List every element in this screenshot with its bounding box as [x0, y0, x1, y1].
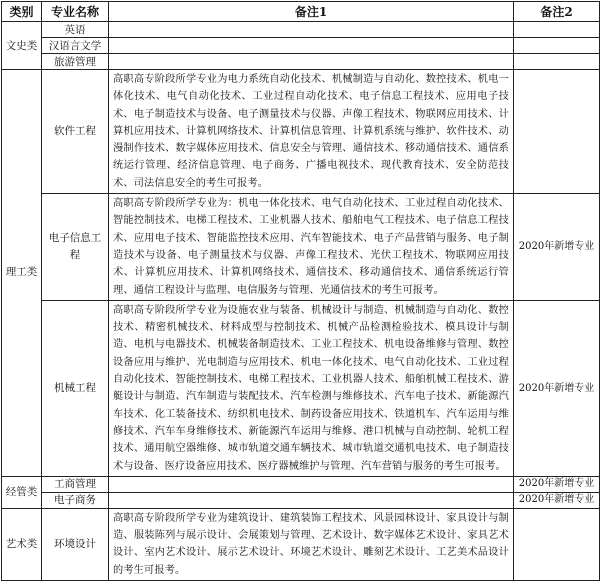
table-row: [2, 38, 600, 54]
category-liberal-arts: 文史类: [2, 22, 42, 70]
header-major-name: 专业名称: [42, 2, 109, 22]
note2-ecommerce: 2020年新增专业: [514, 492, 600, 508]
note2-tourism: [514, 54, 600, 70]
table-row: [2, 194, 600, 301]
category-science-engineering: 理工类: [2, 70, 42, 477]
note2-business-admin: 2020年新增专业: [514, 476, 600, 492]
table-row: [2, 476, 600, 492]
header-note1: 备注1: [109, 2, 514, 22]
category-art: 艺术类: [2, 508, 42, 580]
category-management: 经管类: [2, 476, 42, 508]
major-electronic-info: 电子信息工程: [42, 194, 109, 301]
note2-electronic-info: 2020年新增专业: [514, 194, 600, 301]
table-row: [2, 54, 600, 70]
table-row: [2, 492, 600, 508]
major-business-admin: 工商管理: [42, 476, 109, 492]
note1-electronic-info: 高职高专阶段所学专业为：机电一体化技术、电气自动化技术、工业过程自动化技术、智能控制技术、电梯工程技术、工业机器人技术、船舶电气工程技术、电子信息工程技术、应用电子技术、智能监控技术应用、汽车智能技术、电子产品营销与服务、电子制造技术与设备、电子测量技术与仪器、声像工程技术、光伏工程技术、物联网应用技术、计算机应用技术、计算机网络技术、通信技术、移动通信技术、通信系统运行管理、通信工程设计与监理、电信服务与管理、光通信技术的考生可报考。: [109, 194, 514, 301]
header-category: 类别: [2, 2, 42, 22]
note1-english: [109, 22, 514, 38]
table-row: [2, 300, 600, 476]
table-row: [2, 508, 600, 580]
note2-english: [514, 22, 600, 38]
note1-ecommerce: [109, 492, 514, 508]
note2-software: [514, 70, 600, 194]
major-environmental-design: 环境设计: [42, 508, 109, 580]
note1-business-admin: [109, 476, 514, 492]
major-tourism: 旅游管理: [42, 54, 109, 70]
note2-mechanical: 2020年新增专业: [514, 300, 600, 476]
majors-table: [1, 1, 600, 581]
table-row: [2, 22, 600, 38]
header-note2: 备注2: [514, 2, 600, 22]
major-mechanical: 机械工程: [42, 300, 109, 476]
note1-tourism: [109, 54, 514, 70]
header-row: [2, 2, 600, 22]
note1-environmental-design: 高职高专阶段所学专业为建筑设计、建筑装饰工程技术、风景园林设计、家具设计与制造、服装陈列与展示设计、会展策划与管理、艺术设计、数字媒体艺术设计、家具艺术设计、室内艺术设计、展示艺术设计、环境艺术设计、雕刻艺术设计、工艺美术品设计的考生可报考。: [109, 508, 514, 580]
note1-chinese-literature: [109, 38, 514, 54]
major-chinese-literature: 汉语言文学: [42, 38, 109, 54]
note1-mechanical: 高职高专阶段所学专业为设施农业与装备、机械设计与制造、机械制造与自动化、数控技术、精密机械技术、材料成型与控制技术、机械产品检测检验技术、模具设计与制造、电机与电器技术、机械装备制造技术、工业工程技术、机电设备维修与管理、数控设备应用与维护、光电制造与应用技术、机电一体化技术、电气自动化技术、工业过程自动化技术、智能控制技术、电梯工程技术、工业机器人技术、船舶机械工程技术、游艇设计与制造、汽车制造与装配技术、汽车检测与维修技术、汽车电子技术、新能源汽车技术、化工装备技术、纺织机电技术、制药设备应用技术、铁道机车、汽车运用与维修技术、汽车车身维修技术、新能源汽车运用与维修、港口机械与自动控制、轮机工程技术、通用航空器维修、城市轨道交通车辆技术、城市轨道交通机电技术、电子制造技术与设备、医疗设备应用技术、医疗器械维护与管理、汽车营销与服务的考生可报考。: [109, 300, 514, 476]
major-ecommerce: 电子商务: [42, 492, 109, 508]
major-software: 软件工程: [42, 70, 109, 194]
note2-chinese-literature: [514, 38, 600, 54]
major-english: 英语: [42, 22, 109, 38]
note2-environmental-design: [514, 508, 600, 580]
note1-software: 高职高专阶段所学专业为电力系统自动化技术、机械制造与自动化、数控技术、机电一体化技术、电气自动化技术、工业过程自动化技术、电子信息工程技术、应用电子技术、电子制造技术与设备、电子测量技术与仪器、声像工程技术、物联网应用技术、计算机应用技术、计算机网络技术、计算机信息管理、计算机系统与维护、软件技术、动漫制作技术、数字媒体应用技术、信息安全与管理、通信技术、移动通信技术、通信系统运行管理、经济信息管理、电子商务、广播电视技术、现代教育技术、安全防范技术、司法信息安全的考生可报考。: [109, 70, 514, 194]
table-row: [2, 70, 600, 194]
